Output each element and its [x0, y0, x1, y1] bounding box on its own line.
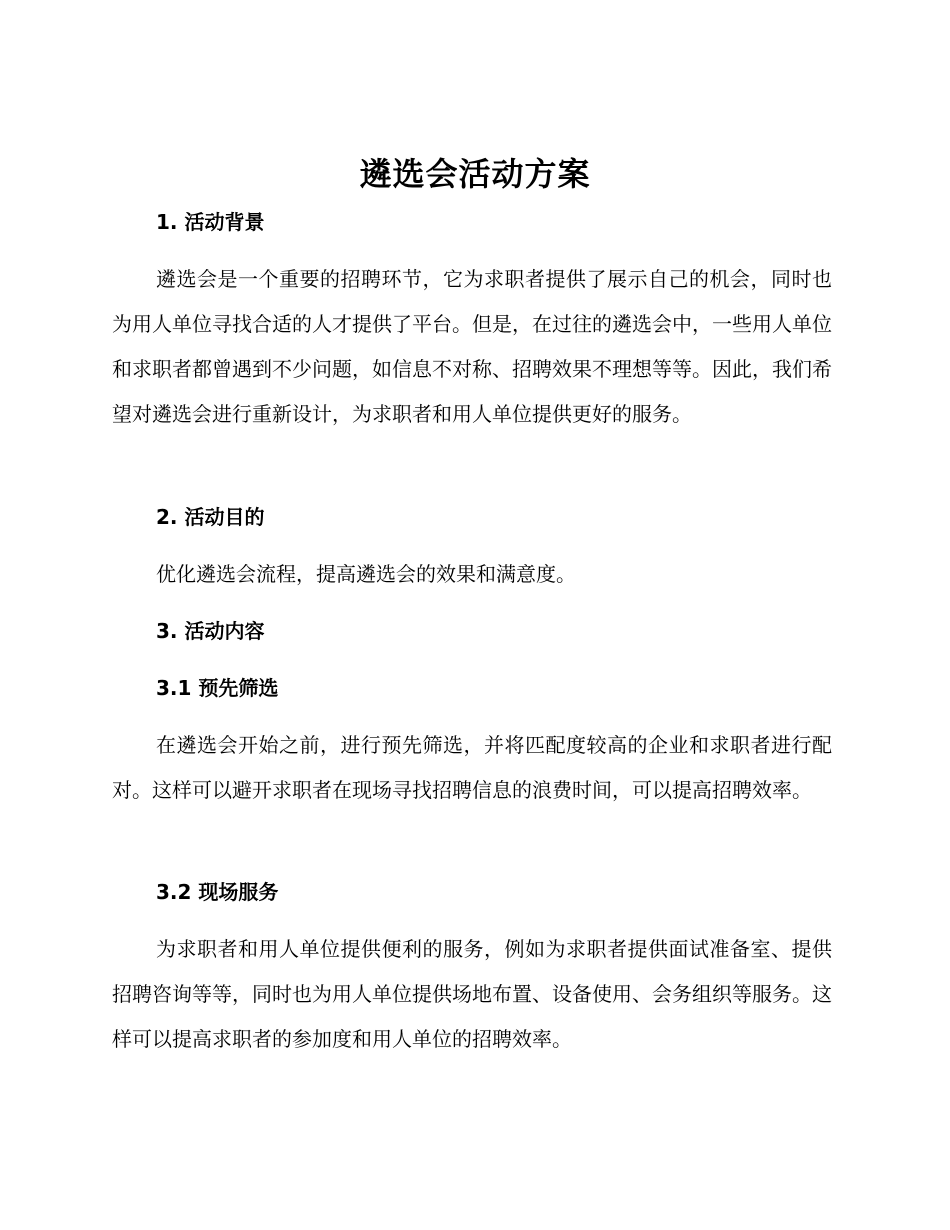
section-heading-onsite-service: 3.2 现场服务: [156, 880, 279, 904]
section-paragraph-background: 遴选会是一个重要的招聘环节，它为求职者提供了展示自己的机会，同时也为用人单位寻找合适的人才提供了平台。但是，在过往的遴选会中，一些用人单位和求职者都曾遇到不少问题，如信息不对称、招聘效果不理想等等。因此，我们希望对遴选会进行重新设计，为求职者和用人单位提供更好的服务。: [112, 267, 832, 426]
section-heading-background: 1. 活动背景: [156, 210, 265, 234]
section-heading-content: 3. 活动内容: [156, 619, 265, 643]
document-title: 遴选会活动方案: [359, 155, 591, 193]
section-paragraph-purpose: 优化遴选会流程，提高遴选会的效果和满意度。: [156, 562, 576, 586]
section-heading-purpose: 2. 活动目的: [156, 505, 265, 529]
section-paragraph-prescreen: 在遴选会开始之前，进行预先筛选，并将匹配度较高的企业和求职者进行配对。这样可以避开求职者在现场寻找招聘信息的浪费时间，可以提高招聘效率。: [112, 733, 832, 802]
section-paragraph-onsite-service: 为求职者和用人单位提供便利的服务，例如为求职者提供面试准备室、提供招聘咨询等等，同时也为用人单位提供场地布置、设备使用、会务组织等服务。这样可以提高求职者的参加度和用人单位的招聘效率。: [112, 937, 832, 1051]
section-heading-prescreen: 3.1 预先筛选: [156, 676, 279, 700]
